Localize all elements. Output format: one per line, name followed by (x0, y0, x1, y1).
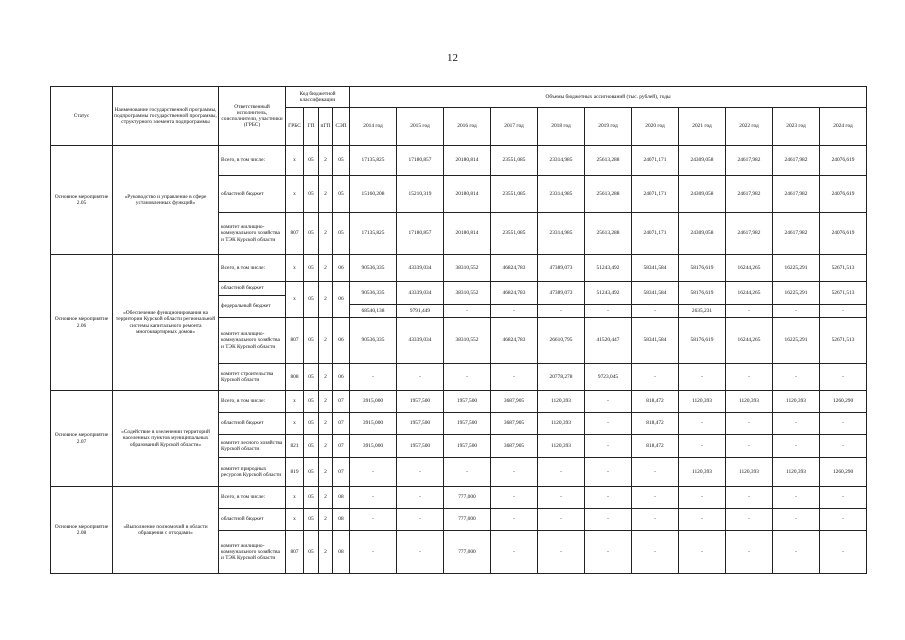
value-cell: - (820, 435, 867, 458)
value-cell: 90536,335 (350, 282, 397, 305)
pgp-cell: 2 (319, 318, 333, 364)
value-cell: 52671,513 (820, 318, 867, 364)
value-cell: 38310,552 (444, 255, 491, 282)
value-cell: - (585, 531, 632, 574)
executor-cell: областной бюджет (219, 509, 286, 531)
value-cell: - (538, 531, 585, 574)
sep-cell: 07 (333, 458, 350, 487)
value-cell: 51243,492 (585, 255, 632, 282)
gp-cell: 05 (304, 391, 319, 413)
value-cell: 58176,619 (679, 255, 726, 282)
executor-cell: комитет природных ресурсов Курской области (219, 458, 286, 487)
grbs-cell: x (286, 176, 304, 213)
header-code-col: пГП (319, 108, 333, 146)
gp-cell: 05 (304, 531, 319, 574)
value-cell: - (632, 364, 679, 391)
sep-cell: 05 (333, 146, 350, 176)
program-name-cell: «Руководство и управление в сфере установленных функций» (113, 146, 219, 255)
status-cell: Основное мероприятие 2.06 (51, 255, 113, 391)
value-cell: 23551,085 (491, 213, 538, 255)
grbs-cell: 821 (286, 435, 304, 458)
value-cell: 46824,783 (491, 255, 538, 282)
value-cell: 16244,265 (726, 255, 773, 282)
sep-cell: 08 (333, 509, 350, 531)
value-cell: 24071,171 (632, 146, 679, 176)
value-cell: 777,000 (444, 509, 491, 531)
pgp-cell: 2 (319, 282, 333, 318)
executor-cell: комитет жилищно-коммунального хозяйства и ТЭК Курской области (219, 531, 286, 574)
pgp-cell: 2 (319, 413, 333, 435)
value-cell: 818,472 (632, 391, 679, 413)
sep-cell: 08 (333, 531, 350, 574)
value-cell: 46824,783 (491, 282, 538, 305)
pgp-cell: 2 (319, 435, 333, 458)
value-cell: 23551,085 (491, 176, 538, 213)
grbs-cell: x (286, 509, 304, 531)
value-cell: - (444, 458, 491, 487)
pgp-cell: 2 (319, 364, 333, 391)
value-cell: 17135,825 (350, 213, 397, 255)
value-cell: 1957,500 (444, 391, 491, 413)
pgp-cell: 2 (319, 176, 333, 213)
executor-cell: Всего, в том числе: (219, 391, 286, 413)
value-cell: - (491, 305, 538, 318)
value-cell: 58176,619 (679, 318, 726, 364)
program-name-cell: «Выполнение полномочий в области обращения с отходами» (113, 487, 219, 574)
value-cell: - (397, 458, 444, 487)
pgp-cell: 2 (319, 255, 333, 282)
value-cell: 25613,288 (585, 176, 632, 213)
value-cell: - (350, 487, 397, 509)
value-cell: 1120,393 (679, 458, 726, 487)
value-cell: 16244,265 (726, 318, 773, 364)
page-number: 12 (447, 52, 458, 64)
value-cell: - (820, 413, 867, 435)
header-year: 2014 год (350, 108, 397, 146)
value-cell: - (726, 531, 773, 574)
value-cell: 24617,982 (726, 176, 773, 213)
header-executor: Ответственный исполнитель, соисполнители, участники (ГРБС) (219, 87, 286, 146)
executor-cell: комитет жилищно-коммунального хозяйства и ТЭК Курской области (219, 318, 286, 364)
value-cell: - (820, 487, 867, 509)
value-cell: - (632, 305, 679, 318)
value-cell: - (538, 458, 585, 487)
value-cell: - (726, 509, 773, 531)
value-cell: 46824,783 (491, 318, 538, 364)
value-cell: 24071,171 (632, 213, 679, 255)
value-cell: - (350, 458, 397, 487)
value-cell: 23551,085 (491, 146, 538, 176)
value-cell: 1120,393 (773, 391, 820, 413)
value-cell: 58341,584 (632, 255, 679, 282)
pgp-cell: 2 (319, 487, 333, 509)
value-cell: - (726, 305, 773, 318)
value-cell: 2635,231 (679, 305, 726, 318)
value-cell: 90536,335 (350, 255, 397, 282)
grbs-cell: 807 (286, 213, 304, 255)
grbs-cell: 819 (286, 458, 304, 487)
sep-cell: 06 (333, 282, 350, 318)
value-cell: 1120,393 (679, 391, 726, 413)
value-cell: - (632, 509, 679, 531)
value-cell: - (538, 509, 585, 531)
value-cell: 43339,034 (397, 318, 444, 364)
value-cell: 20180,814 (444, 146, 491, 176)
value-cell: 17180,857 (397, 146, 444, 176)
executor-cell: Всего, в том числе: (219, 487, 286, 509)
header-code-col: ГП (304, 108, 319, 146)
pgp-cell: 2 (319, 531, 333, 574)
value-cell: 1260,290 (820, 458, 867, 487)
value-cell: 16225,291 (773, 318, 820, 364)
gp-cell: 05 (304, 318, 319, 364)
value-cell: 68540,138 (350, 305, 397, 318)
value-cell: 9723,045 (585, 364, 632, 391)
value-cell: 1120,393 (538, 413, 585, 435)
value-cell: 51243,492 (585, 282, 632, 305)
value-cell: 3915,000 (350, 391, 397, 413)
pgp-cell: 2 (319, 213, 333, 255)
executor-cell: Всего, в том числе: (219, 146, 286, 176)
value-cell: 23314,985 (538, 146, 585, 176)
gp-cell: 05 (304, 458, 319, 487)
value-cell: 3687,905 (491, 391, 538, 413)
value-cell: 41520,447 (585, 318, 632, 364)
value-cell: 24617,982 (726, 213, 773, 255)
value-cell: - (679, 487, 726, 509)
value-cell: 25613,288 (585, 213, 632, 255)
header-year: 2021 год (679, 108, 726, 146)
value-cell: 24076,619 (820, 146, 867, 176)
header-year: 2015 год (397, 108, 444, 146)
value-cell: 1957,500 (397, 391, 444, 413)
value-cell: 90536,335 (350, 318, 397, 364)
value-cell: - (491, 509, 538, 531)
value-cell: 38310,552 (444, 318, 491, 364)
header-budget-code: Код бюджетной классификации (286, 87, 350, 108)
value-cell: - (350, 509, 397, 531)
value-cell: - (679, 509, 726, 531)
value-cell: - (679, 435, 726, 458)
executor-cell: областной бюджет (219, 282, 286, 296)
value-cell: - (491, 487, 538, 509)
grbs-cell: 808 (286, 364, 304, 391)
value-cell: 16225,291 (773, 255, 820, 282)
gp-cell: 05 (304, 282, 319, 318)
sep-cell: 07 (333, 435, 350, 458)
sep-cell: 08 (333, 487, 350, 509)
value-cell: 818,472 (632, 413, 679, 435)
value-cell: 20778,278 (538, 364, 585, 391)
header-year: 2023 год (773, 108, 820, 146)
grbs-cell: x (286, 255, 304, 282)
value-cell: 38310,552 (444, 282, 491, 305)
value-cell: 24309,058 (679, 176, 726, 213)
value-cell: 1120,393 (538, 391, 585, 413)
value-cell: - (585, 458, 632, 487)
value-cell: 58341,584 (632, 318, 679, 364)
value-cell: - (397, 531, 444, 574)
budget-table (50, 86, 867, 574)
executor-cell: федеральный бюджет (219, 296, 286, 318)
value-cell: - (773, 413, 820, 435)
value-cell: 15160,208 (350, 176, 397, 213)
grbs-cell: x (286, 413, 304, 435)
grbs-cell: x (286, 487, 304, 509)
value-cell: - (350, 531, 397, 574)
value-cell: - (491, 364, 538, 391)
value-cell: 3915,000 (350, 435, 397, 458)
value-cell: 26610,795 (538, 318, 585, 364)
value-cell: 43339,034 (397, 282, 444, 305)
value-cell: - (491, 531, 538, 574)
value-cell: - (820, 509, 867, 531)
value-cell: - (538, 487, 585, 509)
value-cell: 1120,393 (726, 458, 773, 487)
value-cell: 3915,000 (350, 413, 397, 435)
value-cell: 16225,291 (773, 282, 820, 305)
header-volumes: Объемы бюджетных ассигнований (тыс. рублей), годы (350, 87, 867, 108)
table-row (51, 255, 867, 282)
header-year: 2024 год (820, 108, 867, 146)
value-cell: 58176,619 (679, 282, 726, 305)
status-cell: Основное мероприятие 2.08 (51, 487, 113, 574)
gp-cell: 05 (304, 146, 319, 176)
value-cell: 3687,905 (491, 413, 538, 435)
value-cell: - (397, 509, 444, 531)
value-cell: 1957,500 (444, 413, 491, 435)
value-cell: 16244,265 (726, 282, 773, 305)
gp-cell: 05 (304, 487, 319, 509)
value-cell: 24076,619 (820, 213, 867, 255)
pgp-cell: 2 (319, 509, 333, 531)
header-code-col: СЭП (333, 108, 350, 146)
value-cell: 3687,905 (491, 435, 538, 458)
value-cell: 9791,449 (397, 305, 444, 318)
sep-cell: 05 (333, 176, 350, 213)
executor-cell: комитет строительства Курской области (219, 364, 286, 391)
value-cell: - (538, 305, 585, 318)
value-cell: - (585, 391, 632, 413)
header-status: Статус (51, 87, 113, 146)
value-cell: 818,472 (632, 435, 679, 458)
header-year: 2022 год (726, 108, 773, 146)
value-cell: - (773, 487, 820, 509)
value-cell: - (444, 364, 491, 391)
value-cell: - (773, 509, 820, 531)
header-year: 2019 год (585, 108, 632, 146)
value-cell: 24617,982 (773, 146, 820, 176)
value-cell: 1260,290 (820, 391, 867, 413)
gp-cell: 05 (304, 413, 319, 435)
executor-cell: комитет лесного хозяйства Курской области (219, 435, 286, 458)
table-row (51, 146, 867, 176)
value-cell: - (726, 364, 773, 391)
gp-cell: 05 (304, 255, 319, 282)
value-cell: 43339,034 (397, 255, 444, 282)
value-cell: - (726, 487, 773, 509)
value-cell: - (585, 305, 632, 318)
value-cell: 1957,500 (397, 435, 444, 458)
value-cell: - (820, 305, 867, 318)
program-name-cell: «Содействие в озеленении территорий населенных пунктов муниципальных образований Курской области» (113, 391, 219, 487)
header-year: 2016 год (444, 108, 491, 146)
value-cell: - (773, 364, 820, 391)
status-cell: Основное мероприятие 2.07 (51, 391, 113, 487)
header-year: 2018 год (538, 108, 585, 146)
value-cell: 58341,584 (632, 282, 679, 305)
value-cell: - (632, 458, 679, 487)
value-cell: - (726, 435, 773, 458)
sep-cell: 06 (333, 318, 350, 364)
grbs-cell: 807 (286, 531, 304, 574)
value-cell: - (679, 364, 726, 391)
value-cell: - (491, 458, 538, 487)
value-cell: 24617,982 (726, 146, 773, 176)
program-name-cell: «Обеспечение функционирования на территории Курской области региональной системы капитального ремонта многоквартирных домов» (113, 255, 219, 391)
value-cell: 17180,857 (397, 213, 444, 255)
sep-cell: 06 (333, 364, 350, 391)
value-cell: 1957,500 (444, 435, 491, 458)
header-program-name: Наименование государственной программы, подпрограммы государственной программы, структурного элемента подпрограммы (113, 87, 219, 146)
value-cell: 1957,500 (397, 413, 444, 435)
pgp-cell: 2 (319, 458, 333, 487)
value-cell: 52671,513 (820, 282, 867, 305)
pgp-cell: 2 (319, 146, 333, 176)
pgp-cell: 2 (319, 391, 333, 413)
value-cell: - (632, 487, 679, 509)
sep-cell: 07 (333, 413, 350, 435)
value-cell: - (632, 531, 679, 574)
value-cell: 1120,393 (726, 391, 773, 413)
value-cell: 24309,058 (679, 146, 726, 176)
value-cell: - (773, 531, 820, 574)
sep-cell: 05 (333, 213, 350, 255)
value-cell: - (397, 364, 444, 391)
value-cell: 15210,319 (397, 176, 444, 213)
value-cell: - (773, 305, 820, 318)
value-cell: 20180,814 (444, 213, 491, 255)
value-cell: 24309,058 (679, 213, 726, 255)
value-cell: - (679, 531, 726, 574)
value-cell: 52671,513 (820, 255, 867, 282)
value-cell: - (773, 435, 820, 458)
grbs-cell: 807 (286, 318, 304, 364)
value-cell: 17135,825 (350, 146, 397, 176)
gp-cell: 05 (304, 435, 319, 458)
executor-cell: областной бюджет (219, 413, 286, 435)
value-cell: - (585, 435, 632, 458)
gp-cell: 05 (304, 509, 319, 531)
sep-cell: 06 (333, 255, 350, 282)
value-cell: - (397, 487, 444, 509)
value-cell: - (726, 413, 773, 435)
value-cell: 24617,982 (773, 213, 820, 255)
grbs-cell: x (286, 146, 304, 176)
executor-cell: комитет жилищно-коммунального хозяйства и ТЭК Курской области (219, 213, 286, 255)
executor-cell: Всего, в том числе: (219, 255, 286, 282)
value-cell: - (679, 413, 726, 435)
header-code-col: ГРБС (286, 108, 304, 146)
executor-cell: областной бюджет (219, 176, 286, 213)
status-cell: Основное мероприятие 2.05 (51, 146, 113, 255)
value-cell: - (585, 413, 632, 435)
value-cell: 777,000 (444, 531, 491, 574)
value-cell: 23314,985 (538, 176, 585, 213)
grbs-cell: x (286, 391, 304, 413)
value-cell: 20180,814 (444, 176, 491, 213)
value-cell: 25613,288 (585, 146, 632, 176)
table-row (51, 391, 867, 413)
grbs-cell: x (286, 282, 304, 318)
value-cell: 24617,982 (773, 176, 820, 213)
value-cell: - (585, 509, 632, 531)
gp-cell: 05 (304, 213, 319, 255)
value-cell: - (820, 364, 867, 391)
value-cell: - (350, 364, 397, 391)
table-row (51, 487, 867, 509)
value-cell: 24076,619 (820, 176, 867, 213)
value-cell: 1120,393 (538, 435, 585, 458)
value-cell: 777,000 (444, 487, 491, 509)
value-cell: 47389,073 (538, 282, 585, 305)
header-year: 2017 год (491, 108, 538, 146)
sep-cell: 07 (333, 391, 350, 413)
value-cell: 24071,171 (632, 176, 679, 213)
value-cell: 1120,393 (773, 458, 820, 487)
value-cell: - (444, 305, 491, 318)
gp-cell: 05 (304, 364, 319, 391)
value-cell: 23314,985 (538, 213, 585, 255)
value-cell: 47389,073 (538, 255, 585, 282)
value-cell: - (820, 531, 867, 574)
header-year: 2020 год (632, 108, 679, 146)
value-cell: - (585, 487, 632, 509)
gp-cell: 05 (304, 176, 319, 213)
